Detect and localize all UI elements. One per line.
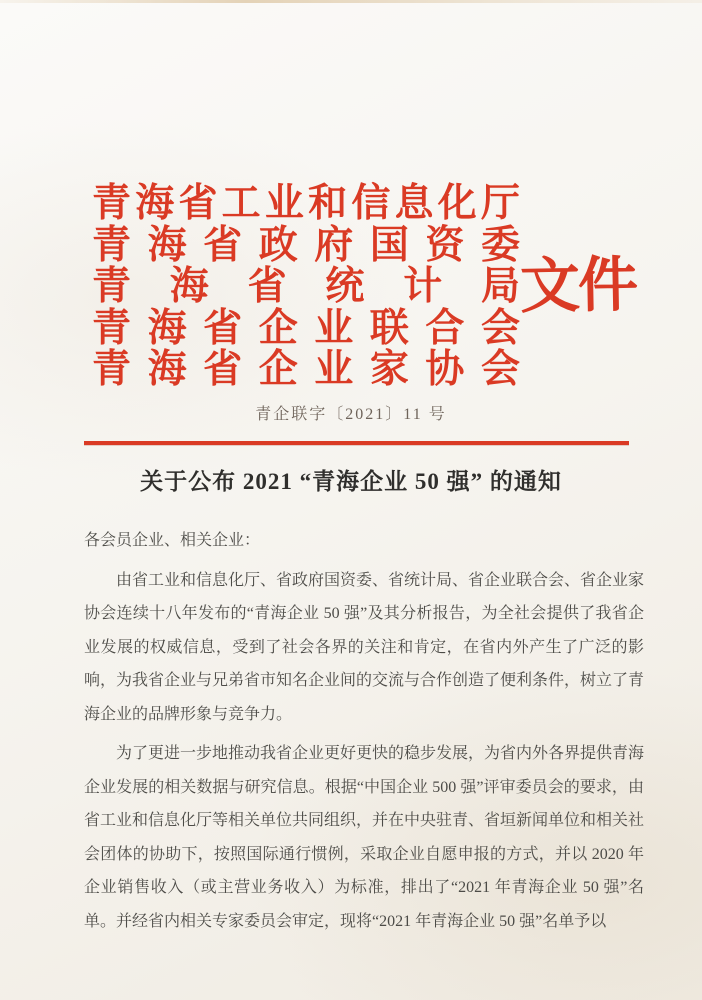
document-body [84, 524, 644, 938]
doc-type-label: 文件 [519, 251, 637, 321]
salutation: 各会员企业、相关企业： [84, 532, 261, 549]
org-name-line-2: 青 海 省 政 府 国 资 委 [92, 223, 520, 267]
org-name-line-4: 青 海 省 企 业 联 合 会 [92, 306, 520, 350]
doc-title: 关于公布 2021 “青海企业 50 强” 的通知 [140, 469, 562, 494]
body-paragraph-2: 为了更进一步地推动我省企业更好更快的稳步发展，为省内外各界提供青海企业发展的相关数据与研究信息。根据“中国企业 500 强”评审委员会的要求，由省工业和信息化厅等相关单位共同组织，并在中央驻青、省垣新闻单位和相关社会团体的协助下，按照国际通行惯例，采取企业自愿申报的方式，并以 2020 年企业销售收入（或主营业务收入）为标准，排出了“2021 年青海企业 50 强”名单。并经省内相关专家委员会审定，现将“2021 年青海企业 50 强”名单予以 [84, 745, 645, 930]
org-name-line-3: 青 海 省 统 计 局 [92, 265, 520, 308]
issuing-org-list [92, 183, 520, 391]
doc-number: 青企联字〔2021〕11 号 [255, 406, 447, 423]
paper-top-edge [0, 0, 702, 3]
org-name-line-5: 青 海 省 企 业 家 协 会 [92, 348, 520, 391]
org-name-line-1: 青 海 省 工 业 和 信 息 化 厅 [92, 182, 520, 225]
body-paragraph-1: 由省工业和信息化厅、省政府国资委、省统计局、省企业联合会、省企业家协会连续十八年发布的“青海企业 50 强”及其分析报告，为全社会提供了我省企业发展的权威信息，受到了社会各界的关注和肯定，在省内外产生了广泛的影响，为我省企业与兄弟省市知名企业间的交流与合作创造了便利条件，树立了青海企业的品牌形象与竞争力。 [84, 571, 645, 723]
red-divider-line [84, 441, 629, 445]
letterhead [92, 183, 520, 391]
